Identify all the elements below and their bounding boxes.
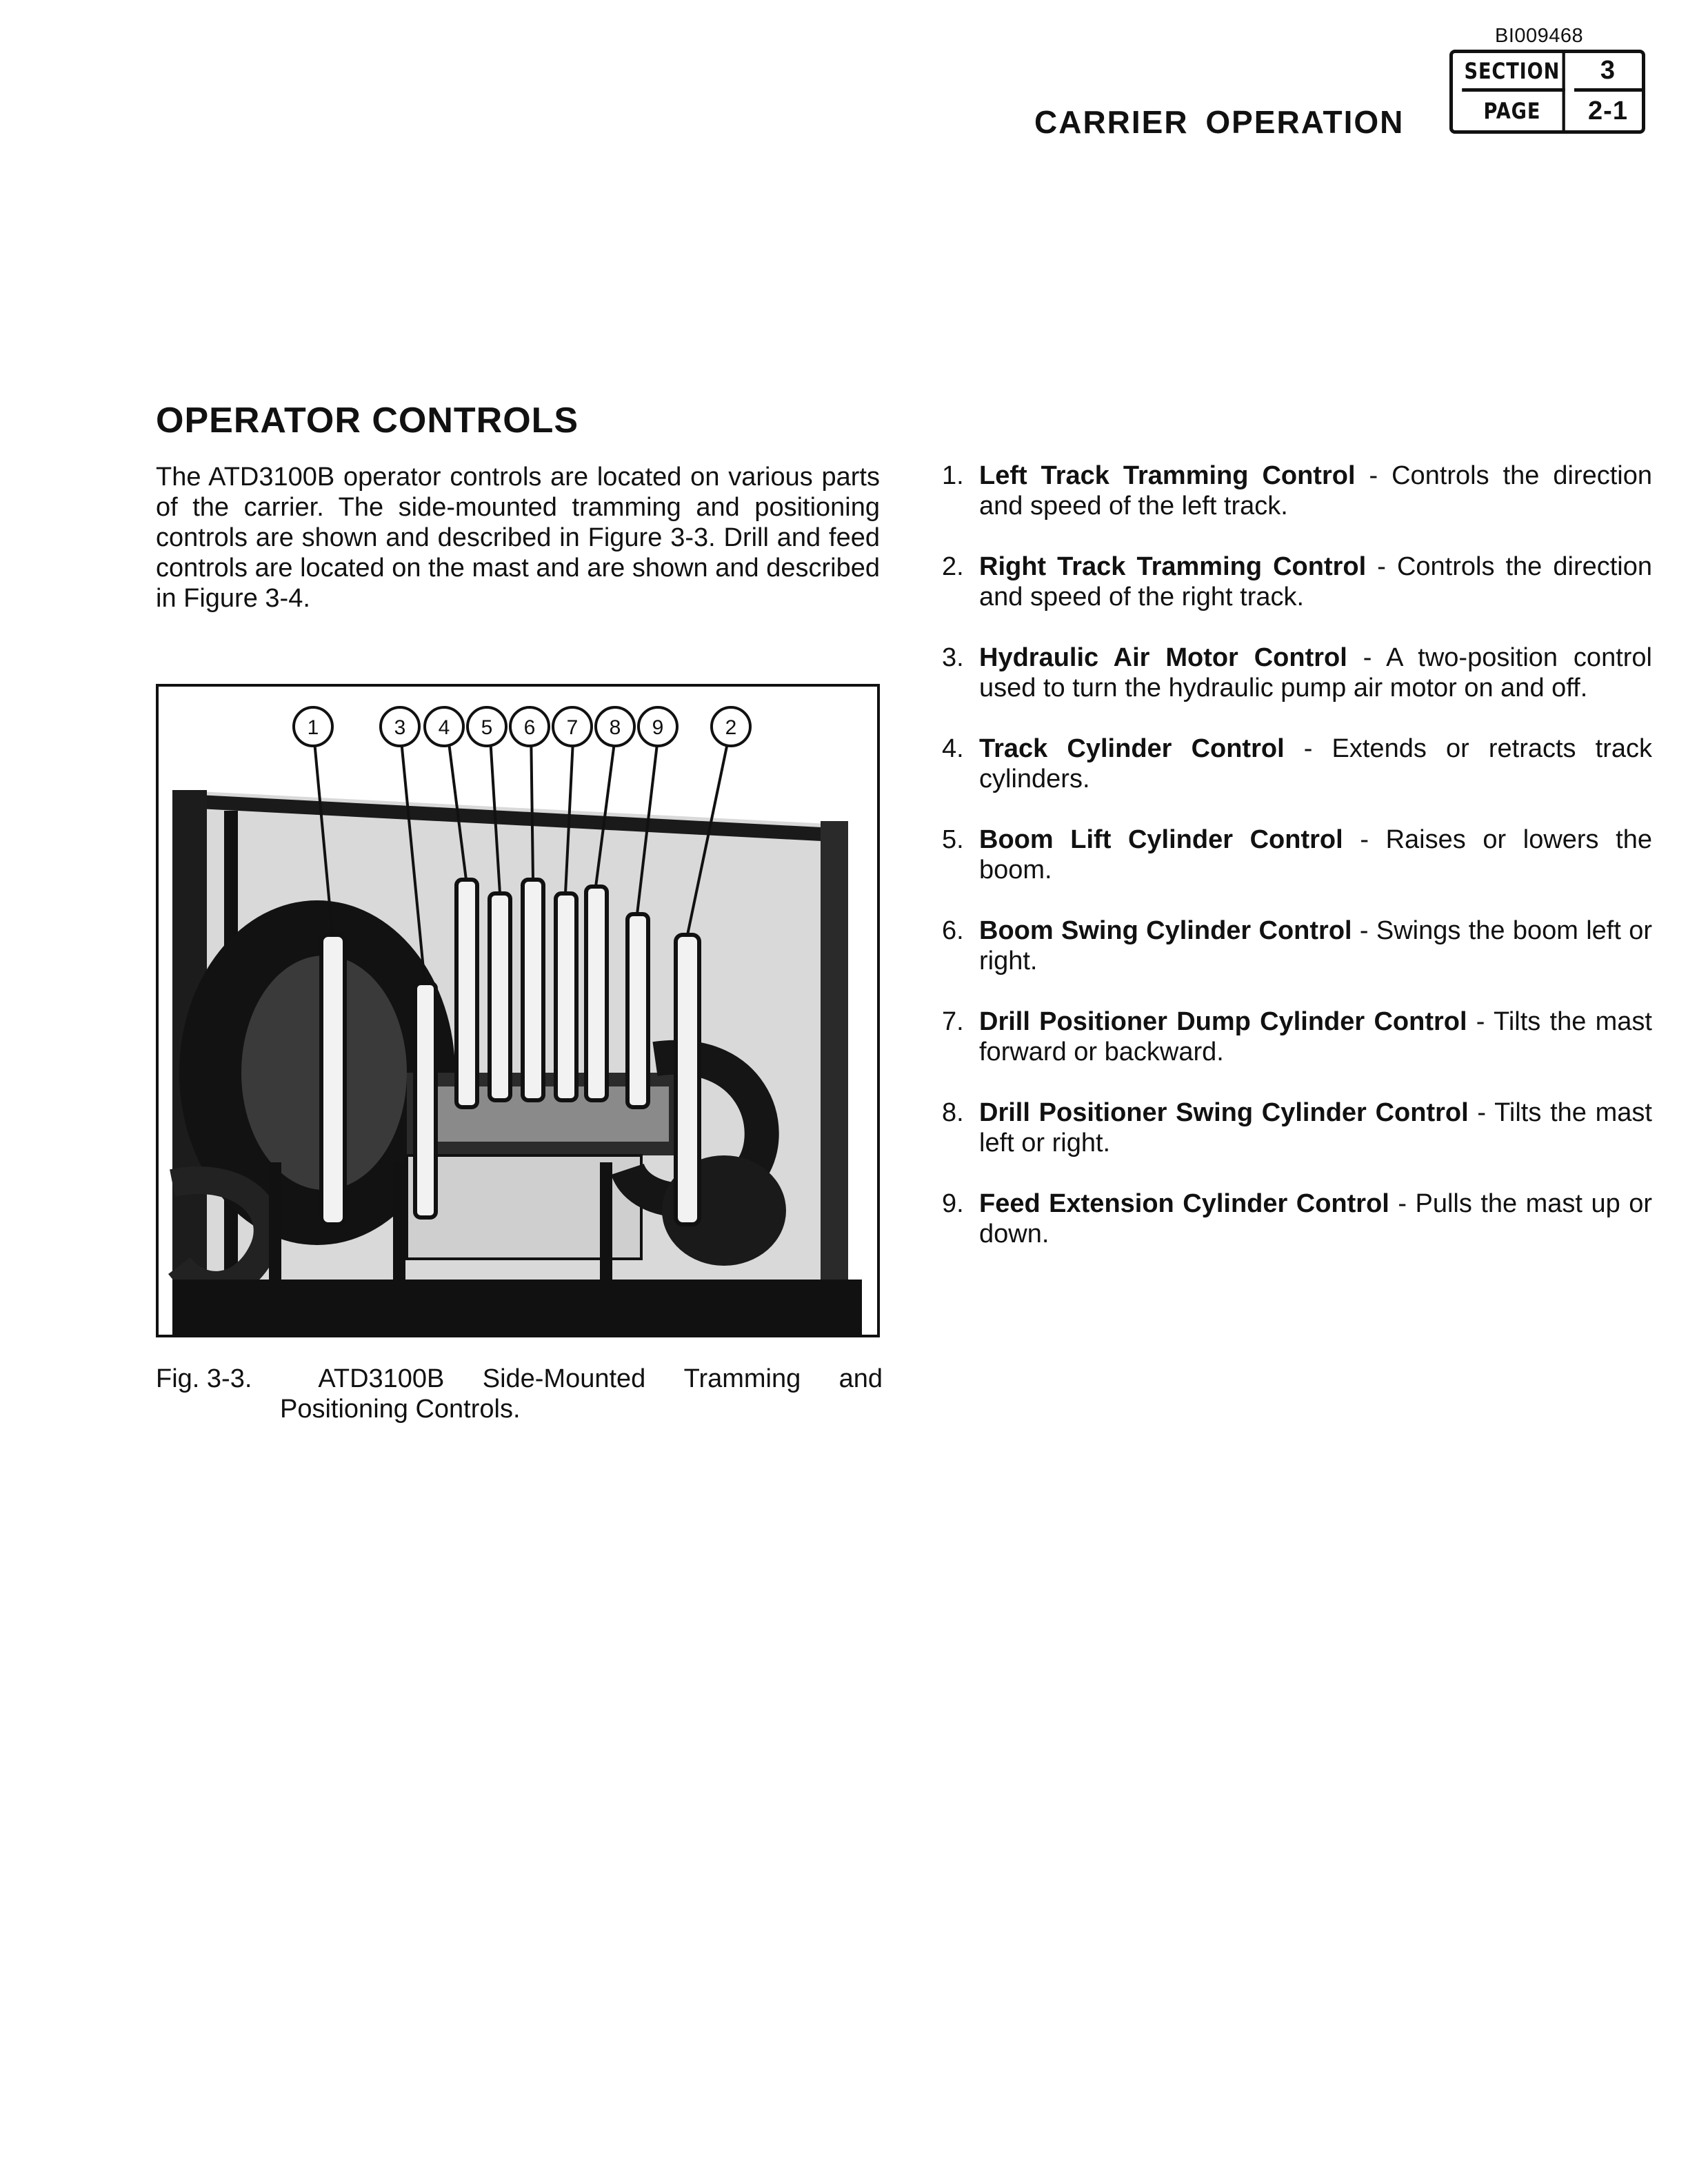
list-item (942, 643, 1652, 703)
callout-label: 8 (609, 716, 621, 739)
controls-list (942, 461, 1652, 1280)
control-description: - Extends or retracts track cylinders. (979, 734, 1652, 793)
callout-label: 4 (438, 716, 450, 739)
intro-paragraph: The ATD3100B operator controls are located on various parts of the carrier. The side-mounted tramming and positioning controls are shown and described in Figure 3-3. Drill and feed controls are located on the mast and are shown and described in Figure 3-4. (156, 463, 880, 613)
item-number: 8. (942, 1098, 964, 1127)
figure-caption (156, 1364, 883, 1424)
caption-word: and (838, 1364, 883, 1393)
item-number: 3. (942, 643, 964, 672)
callout-label: 6 (523, 716, 536, 739)
callout-label: 9 (652, 716, 664, 739)
list-item (942, 552, 1652, 612)
list-item (942, 1007, 1652, 1067)
control-name: Hydraulic Air Motor Control (979, 643, 1347, 672)
item-number: 4. (942, 734, 964, 763)
control-description: - Controls the direction and speed of the right track. (979, 552, 1652, 611)
control-name: Left Track Tramming Control (979, 461, 1356, 490)
item-number: 6. (942, 916, 964, 945)
section-number: 3 (1574, 53, 1642, 92)
control-name: Right Track Tramming Control (979, 552, 1367, 581)
item-number: 9. (942, 1189, 964, 1218)
list-item (942, 825, 1652, 885)
control-description: - Tilts the mast left or right. (979, 1098, 1652, 1157)
list-item (942, 1189, 1652, 1249)
item-number: 7. (942, 1007, 964, 1036)
figure-photo (156, 684, 880, 1337)
control-name: Drill Positioner Dump Cylinder Control (979, 1007, 1467, 1036)
callout-label: 1 (307, 716, 319, 739)
list-item (942, 461, 1652, 521)
callout-label: 7 (566, 716, 579, 739)
item-number: 5. (942, 825, 964, 854)
caption-word: Tramming (683, 1364, 801, 1393)
control-description: - Swings the boom left or right. (979, 916, 1653, 975)
control-description: - Tilts the mast forward or backward. (979, 1007, 1652, 1066)
list-item (942, 1098, 1652, 1158)
control-description: - Pulls the mast up or down. (979, 1189, 1653, 1248)
control-name: Track Cylinder Control (979, 734, 1285, 763)
control-name: Boom Swing Cylinder Control (979, 916, 1352, 945)
control-description: - Raises or lowers the boom. (979, 825, 1653, 884)
control-description: - A two-position control used to turn the hydraulic pump air motor on and off. (979, 643, 1652, 702)
page-header-title: CARRIER OPERATION (1034, 104, 1405, 140)
section-page-box (1449, 50, 1645, 134)
section-label: SECTION (1462, 53, 1565, 92)
list-item (942, 916, 1652, 976)
callout-label: 2 (725, 716, 737, 739)
page-number: 2-1 (1588, 96, 1628, 125)
callout-label: 3 (394, 716, 406, 739)
caption-prefix: Fig. 3-3. (156, 1364, 252, 1393)
caption-word: ATD3100B (318, 1364, 445, 1393)
control-name: Drill Positioner Swing Cylinder Control (979, 1098, 1469, 1127)
control-name: Feed Extension Cylinder Control (979, 1189, 1389, 1218)
section-heading: OPERATOR CONTROLS (156, 401, 579, 441)
document-id: BI009468 (1495, 25, 1584, 47)
page-label: PAGE (1462, 92, 1565, 130)
control-description: - Controls the direction and speed of the left track. (979, 461, 1652, 520)
item-number: 1. (942, 461, 964, 490)
item-number: 2. (942, 552, 964, 581)
control-panel-illustration (159, 687, 877, 1335)
list-item (942, 734, 1652, 794)
control-name: Boom Lift Cylinder Control (979, 825, 1343, 854)
caption-line-2: Positioning Controls. (280, 1395, 521, 1424)
caption-word: Side-Mounted (482, 1364, 646, 1393)
callout-label: 5 (481, 716, 493, 739)
